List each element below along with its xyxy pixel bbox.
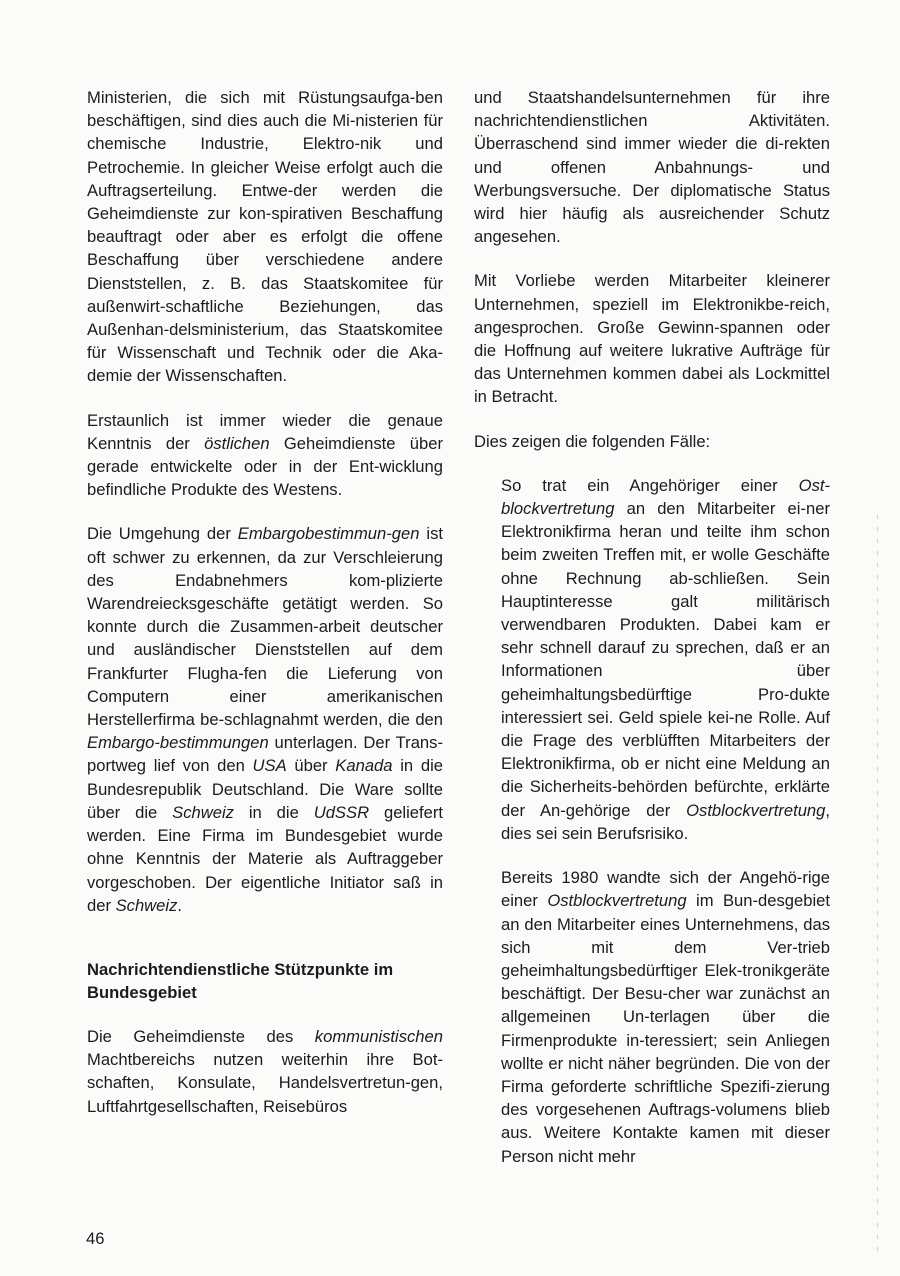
text-segment: , dies sei sein Berufsrisiko. [501,800,830,843]
emphasis-text: Ostblockvertretung [686,800,826,820]
paragraph: Mit Vorliebe werden Mitarbeiter kleinerer Unternehmen, speziell im Elektronikbe-reich, angesprochen. Große Gewinn-spannen oder die Hoffnung auf weitere lukrative Aufträge für das Unternehmen kommen dabei als Lockmittel in Betracht. [474,271,830,407]
text-segment: Geheimdienste über gerade entwickelte oder in der Ent-wicklung befindliche Produkte des Westens. [87,433,444,500]
right-column [474,86,830,1189]
emphasis-text: Embargobestimmun-gen [237,524,420,544]
emphasis-text: USA [252,756,287,776]
text-segment: Erstaunlich ist immer wieder die genaue Kenntnis der [87,410,443,453]
emphasis-text: Schweiz [172,802,234,822]
text-segment: in die Bundesrepublik Deutschland. Die Ware sollte über die [87,756,443,822]
section-heading: Nachrichtendienstliche Stützpunkte im Bundesgebiet [87,959,394,1002]
scan-edge-mark [877,515,878,1255]
text-segment: im Bun-desgebiet an den Mitarbeiter eines Unternehmens, das sich mit dem Ver-trieb geheimhaltungsbedürftiger Elek-tronikgeräte beschäftigt. Der Besu-cher war zunächst an allgemeinen Un-terlagen über die Firmenprodukte in-teressiert; sein Anliegen wollte er nicht näher begründen. Die von der Firma geforderte schriftliche Spezifi-zierung des vorgesehenen Auftrags-volumens blieb aus. Weitere Kontakte kamen mit dieser Person nicht mehr [501,891,831,1166]
paragraph: Ministerien, die sich mit Rüstungsaufga-ben beschäftigen, sind dies auch die Mi-nisterien für chemische Industrie, Elektro-nik und Petrochemie. In gleicher Weise erfolgt auch die Auftragserteilung. Entwe-der werden die Geheimdienste zur kon-spirativen Beschaffung beauftragt oder aber es erfolgt die offene Beschaffung über verschiedene andere Dienststellen, z. B. das Staatskomitee für außenwirt-schaftliche Beziehungen, das Außenhan-delsministerium, das Staatskomitee für Wissenschaft und Technik oder die Aka-demie der Wissenschaften. [87,88,443,386]
case-paragraph [501,474,830,845]
emphasis-text: UdSSR [313,802,370,822]
text-segment: in die [233,802,314,822]
left-column [87,86,443,1139]
emphasis-text: Ostblockvertretung [547,891,687,911]
emphasis-text: Kanada [335,756,393,776]
paragraph [87,522,443,916]
text-segment: unterlagen. Der Trans-portweg lief von den [87,733,443,776]
emphasis-text: Embargo-bestimmungen [87,733,269,753]
text-segment: Machtbereichs nutzen weiterhin ihre Bot-schaften, Konsulate, Handelsvertretun-gen, Luftfahrtgesellschaften, Reisebüros [87,1050,443,1116]
page-number: 46 [86,1229,105,1248]
emphasis-text: kommunistischen [314,1026,443,1046]
text-segment: Bereits 1980 wandte sich der Angehö-rige einer [501,868,830,911]
paragraph [87,409,443,502]
paragraph: und Staatshandelsunternehmen für ihre nachrichtendienstlichen Aktivitäten. Überraschend sind immer wieder die di-rekten und offenen Anbahnungs- und Werbungsversuche. Der diplomatische Status wird hier häufig als ausreichender Schutz angesehen. [474,88,830,247]
text-segment: geliefert werden. Eine Firma im Bundesgebiet wurde ohne Kenntnis der Materie als Auftraggeber vorgeschoben. Der eigentliche Initiator saß in der [87,802,443,915]
text-segment: . [177,895,183,915]
text-segment: So trat ein Angehöriger einer [501,475,799,495]
text-segment: über [286,756,336,776]
emphasis-text: Ost-blockvertretung [501,475,830,519]
emphasis-text: östlichen [204,433,270,453]
text-segment: Die Geheimdienste des [87,1026,315,1046]
text-segment: an den Mitarbeiter ei-ner Elektronikfirma heran und teilte ihm schon beim zweiten Treffen mit, er wolle Geschäfte ohne Rechnung ab-schließen. Sein Hauptinteresse galt militärisch verwendbaren Produkten. Dabei kam er sehr schnell darauf zu sprechen, daß er an Informationen über geheimhaltungsbedürftige Pro-dukte interessiert sei. Geld spiele kei-ne Rolle. Auf die Frage des verblüfften Mitarbeiters der Elektronikfirma, ob er nicht eine Meldung an die Sicherheits-behörden befürchte, erklärte der An-gehörige der [501,499,830,820]
text-segment: ist oft schwer zu erkennen, da zur Verschleierung des Endabnehmers kom-plizierte Warendreiecksgeschäfte getätigt werden. So konnte durch die Zusammen-arbeit deutscher und ausländischer Dienststellen auf dem Frankfurter Flugha-fen die Lieferung von Computern einer amerikanischen Herstellerfirma be-schlagnahmt werden, die den [87,524,443,730]
text-segment: Die Umgehung der [87,524,238,544]
case-paragraph [501,866,830,1168]
emphasis-text: Schweiz [115,895,178,915]
paragraph: Dies zeigen die folgenden Fälle: [474,431,711,451]
paragraph [87,1025,443,1118]
